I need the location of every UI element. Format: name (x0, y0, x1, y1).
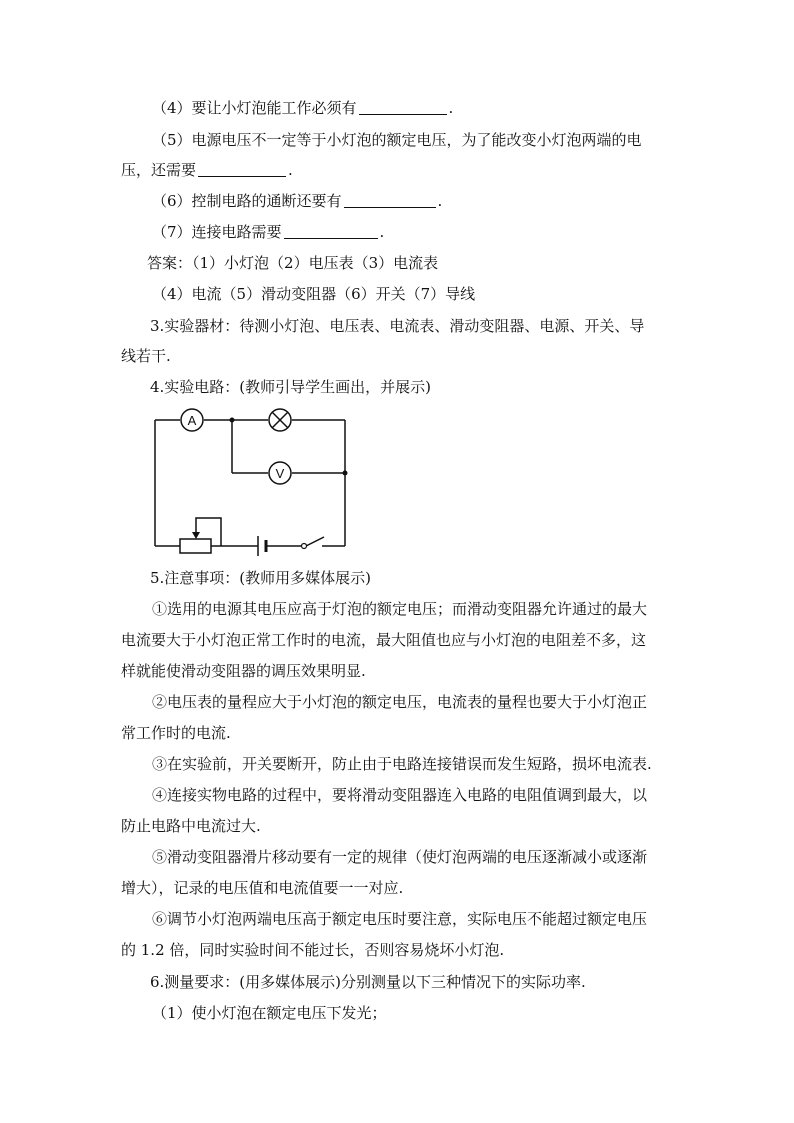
question-6: （6）控制电路的通断还要有 . (152, 192, 443, 210)
note-1-line-2: 电流要大于小灯泡正常工作时的电流，最大阻值也应与小灯泡的电阻差不多，这 (121, 631, 647, 649)
question-5-line-1: （5）电源电压不一定等于小灯泡的额定电压，为了能改变小灯泡两端的电 (152, 131, 642, 149)
section-6-title: 6.测量要求：(用多媒体展示)分别测量以下三种情况下的实际功率. (150, 973, 586, 991)
note-4-line-1: ④连接实物电路的过程中，要将滑动变阻器连入电路的电阻值调到最大，以 (152, 786, 648, 804)
note-6-line-1: ⑥调节小灯泡两端电压高于额定电压时要注意，实际电压不能超过额定电压 (152, 910, 648, 928)
answer-blank (284, 223, 378, 239)
battery-icon (258, 536, 266, 556)
answer-blank (198, 161, 286, 177)
section-5-title: 5.注意事项：(教师用多媒体展示) (150, 569, 372, 587)
note-3: ③在实验前，开关要断开，防止由于电路连接错误而发生短路，损坏电流表. (152, 755, 652, 773)
note-2-line-1: ②电压表的量程应大于小灯泡的额定电压，电流表的量程也要大于小灯泡正 (152, 693, 648, 711)
question-5-line-2: 压，还需要 . (121, 161, 293, 179)
question-7: （7）连接电路需要 . (152, 223, 385, 241)
answer-blank (359, 99, 447, 115)
question-4: （4）要让小灯泡能工作必须有 . (152, 99, 454, 117)
section-3-line-2: 线若干. (121, 347, 171, 365)
note-6-line-2: 的 1.2 倍，同时实验时间不能过长，否则容易烧坏小灯泡. (121, 941, 505, 959)
ammeter-label: A (187, 413, 197, 428)
note-5-line-1: ⑤滑动变阻器滑片移动要有一定的规律（使灯泡两端的电压逐渐减小或逐渐 (152, 848, 648, 866)
circuit-diagram (140, 400, 360, 560)
switch-icon (306, 537, 324, 546)
note-4-line-2: 防止电路中电流过大. (121, 817, 261, 835)
slider-arrow-icon (192, 532, 200, 539)
requirement-1: （1）使小灯泡在额定电压下发光； (152, 1004, 387, 1022)
note-5-line-2: 增大），记录的电压值和电流值要一一对应. (121, 879, 404, 897)
section-3-line-1: 3.实验器材：待测小灯泡、电压表、电流表、滑动变阻器、电源、开关、导 (150, 317, 645, 335)
note-2-line-2: 常工作时的电流. (121, 724, 231, 742)
rheostat-icon (180, 518, 221, 553)
note-1-line-1: ①选用的电源其电压应高于灯泡的额定电压；而滑动变阻器允许通过的最大 (152, 600, 648, 618)
answer-blank (344, 192, 436, 208)
voltmeter-label: V (275, 466, 285, 481)
junction-dot (230, 418, 235, 423)
junction-dot (343, 471, 348, 476)
lamp-icon (269, 409, 291, 431)
note-1-line-3: 样就能使滑动变阻器的调压效果明显. (121, 662, 366, 680)
answer-line-1: 答案：（1）小灯泡（2）电压表（3）电流表 (147, 254, 439, 272)
answer-line-2: （4）电流（5）滑动变阻器（6）开关（7）导线 (152, 285, 476, 303)
switch-contact (302, 544, 307, 549)
section-4-title: 4.实验电路：(教师引导学生画出，并展示) (150, 378, 432, 396)
